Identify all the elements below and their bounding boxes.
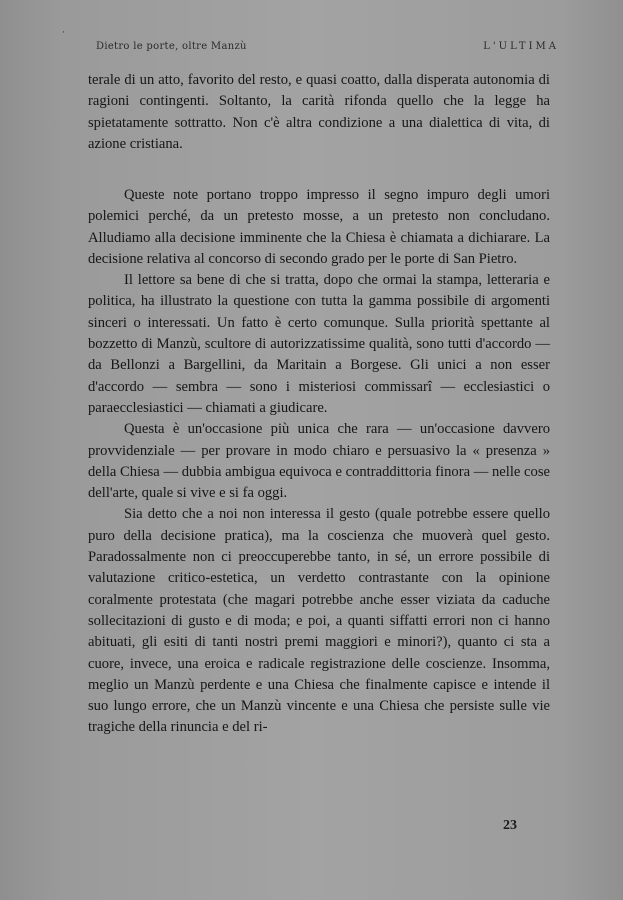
text-block-top [88, 70, 550, 155]
paragraph: terale di un atto, favorito del resto, e quasi coatto, dalla disperata autonomia di ragioni contingenti. Soltanto, la carità rifonda quello che la legge ha spietatamente sottratto. Non c'è altra condizione a una dialettica di vita, di azione cristiana. [88, 72, 550, 152]
paragraph: Queste note portano troppo impresso il segno impuro degli umori polemici perché, da un pretesto mosse, a un pretesto non concludano. Alludiamo alla decisione imminente che la Chiesa è chiamata a dichiarare. La decisione relativa al concorso di secondo grado per le porte di San Pietro. [88, 187, 550, 267]
running-header-left: Dietro le porte, oltre Manzù [96, 41, 247, 52]
running-header-right: L'ULTIMA [483, 41, 559, 52]
page-number: 23 [503, 818, 517, 833]
paragraph: Il lettore sa bene di che si tratta, dopo che ormai la stampa, letteraria e politica, ha illustrato la questione con tutta la gamma possibile di argomenti sinceri o interessati. Un fatto è certo comunque. Sulla priorità spettante al bozzetto di Manzù, scultore di autorizzatissime qualità, sono tutti d'accordo — da Bellonzi a Bargellini, da Maritain a Borgese. Gli unici a non esser d'accordo — sembra — sono i misteriosi commissarî — ecclesiastici o paraecclesiastici — chiamati a giudicare. [88, 272, 550, 416]
text-block-main [88, 185, 550, 739]
corner-mark: · [62, 28, 65, 38]
paragraph: Sia detto che a noi non interessa il gesto (quale potrebbe essere quello puro della decisione pratica), ma la coscienza che muoverà quel gesto. Paradossalmente non ci preoccuperebbe tanto, in sé, un errore possibile di valutazione critico-estetica, un verdetto contrastante con la opinione coralmente protestata (che magari potrebbe anche esser viziata da caduche sollecitazioni di gusto e di moda; e poi, a quanti siffatti errori non ci hanno abituati, gli esiti di tanti nostri premi maggiori e minori?), quanto ci sta a cuore, invece, una eroica e radicale registrazione delle coscienze. Insomma, meglio un Manzù perdente e una Chiesa che finalmente capisce e intende il suo lungo errore, che un Manzù vincente e una Chiesa che persiste sulle vie tragiche della rinuncia e del ri- [88, 506, 550, 736]
paragraph: Questa è un'occasione più unica che rara — un'occasione davvero provvidenziale — per provare in modo chiaro e persuasivo la « presenza » della Chiesa — dubbia ambigua equivoca e contraddittoria finora — nelle cose dell'arte, quale si vive e si fa oggi. [88, 421, 550, 502]
